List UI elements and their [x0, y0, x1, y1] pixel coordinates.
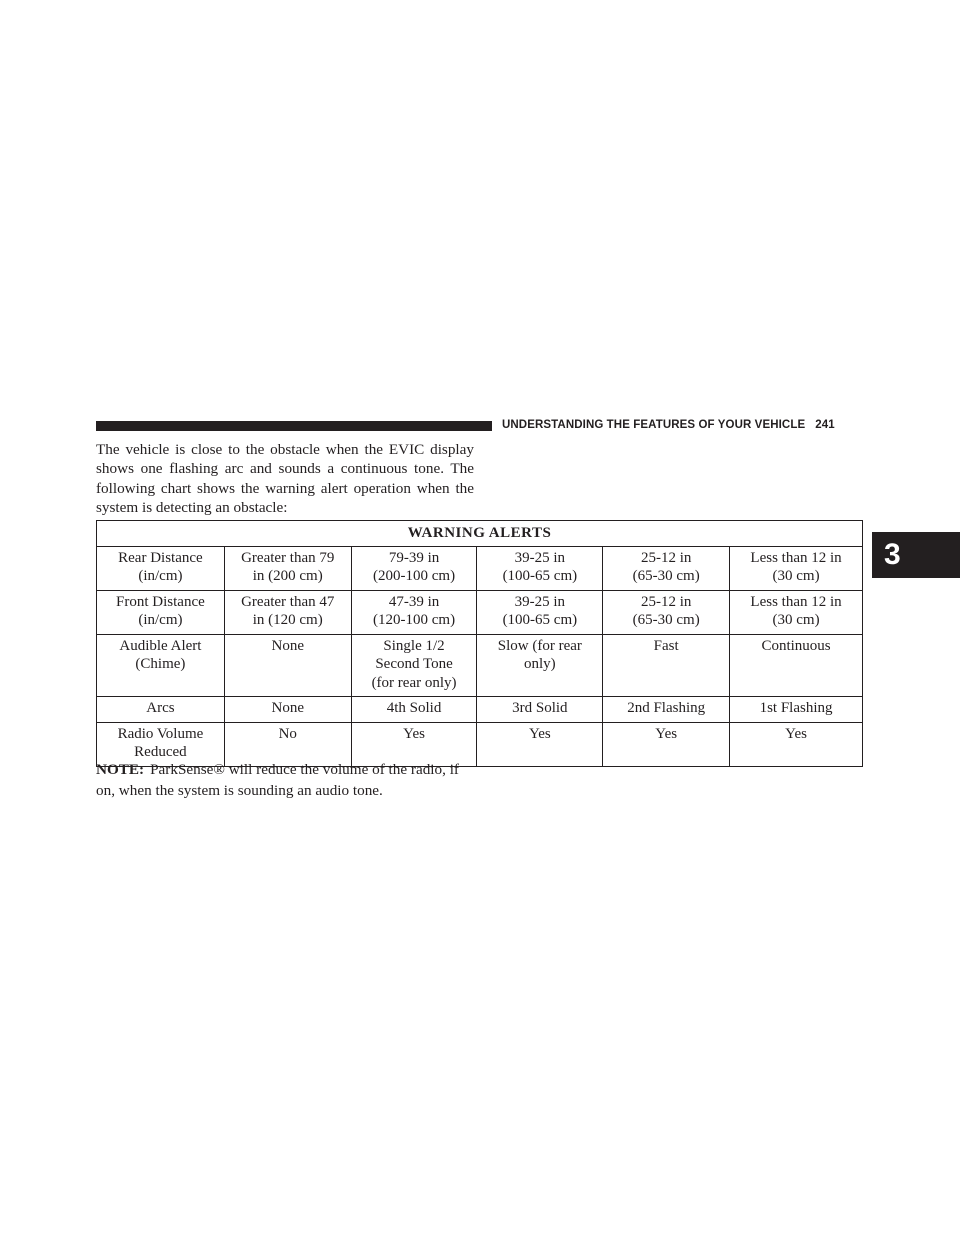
- note-text: ParkSense® will reduce the volume of the radio, if on, when the system is sounding an audio tone.: [96, 761, 459, 799]
- table-title-row: [97, 521, 863, 547]
- table-body: [97, 546, 863, 766]
- row-header-cell: Arcs: [97, 697, 225, 723]
- row-header-cell: Audible Alert (Chime): [97, 634, 225, 697]
- table-cell: Yes: [603, 722, 730, 766]
- table-cell: 2nd Flashing: [603, 697, 730, 723]
- header-rule: [96, 421, 492, 431]
- section-title: UNDERSTANDING THE FEATURES OF YOUR VEHICLE: [502, 419, 806, 431]
- table-cell: 25-12 in (65-30 cm): [603, 546, 730, 590]
- table-cell: 79-39 in (200-100 cm): [351, 546, 477, 590]
- table-cell: Single 1/2 Second Tone (for rear only): [351, 634, 477, 697]
- table-row: [97, 590, 863, 634]
- table-cell: Fast: [603, 634, 730, 697]
- warning-alerts-table: [96, 520, 863, 767]
- table-cell: 1st Flashing: [730, 697, 863, 723]
- table-cell: No: [224, 722, 351, 766]
- table-cell: Yes: [351, 722, 477, 766]
- table-cell: Continuous: [730, 634, 863, 697]
- chapter-tab: 3: [872, 532, 960, 578]
- table-cell: 4th Solid: [351, 697, 477, 723]
- table-row: [97, 697, 863, 723]
- table-cell: Greater than 47 in (120 cm): [224, 590, 351, 634]
- row-header-cell: Front Distance (in/cm): [97, 590, 225, 634]
- table-title: WARNING ALERTS: [97, 521, 863, 547]
- page-number: 241: [815, 419, 835, 431]
- table-cell: Yes: [730, 722, 863, 766]
- row-header-cell: Radio Volume Reduced: [97, 722, 225, 766]
- table-cell: None: [224, 634, 351, 697]
- table-cell: Less than 12 in (30 cm): [730, 590, 863, 634]
- running-header: [502, 419, 835, 431]
- row-header-cell: Rear Distance (in/cm): [97, 546, 225, 590]
- intro-paragraph: The vehicle is close to the obstacle when the EVIC display shows one flashing arc and sounds a continuous tone. The following chart shows the warning alert operation when the system is detecting an obstacle:: [96, 441, 474, 517]
- note-label: NOTE:: [96, 761, 145, 778]
- table-row: [97, 634, 863, 697]
- table-cell: 39-25 in (100-65 cm): [477, 546, 603, 590]
- table-row: [97, 546, 863, 590]
- table-cell: None: [224, 697, 351, 723]
- table-cell: 47-39 in (120-100 cm): [351, 590, 477, 634]
- note-paragraph: [96, 759, 480, 801]
- table-cell: 3rd Solid: [477, 697, 603, 723]
- table-cell: Greater than 79 in (200 cm): [224, 546, 351, 590]
- table-cell: Slow (for rear only): [477, 634, 603, 697]
- table-cell: 39-25 in (100-65 cm): [477, 590, 603, 634]
- table-cell: Less than 12 in (30 cm): [730, 546, 863, 590]
- table-cell: 25-12 in (65-30 cm): [603, 590, 730, 634]
- table-cell: Yes: [477, 722, 603, 766]
